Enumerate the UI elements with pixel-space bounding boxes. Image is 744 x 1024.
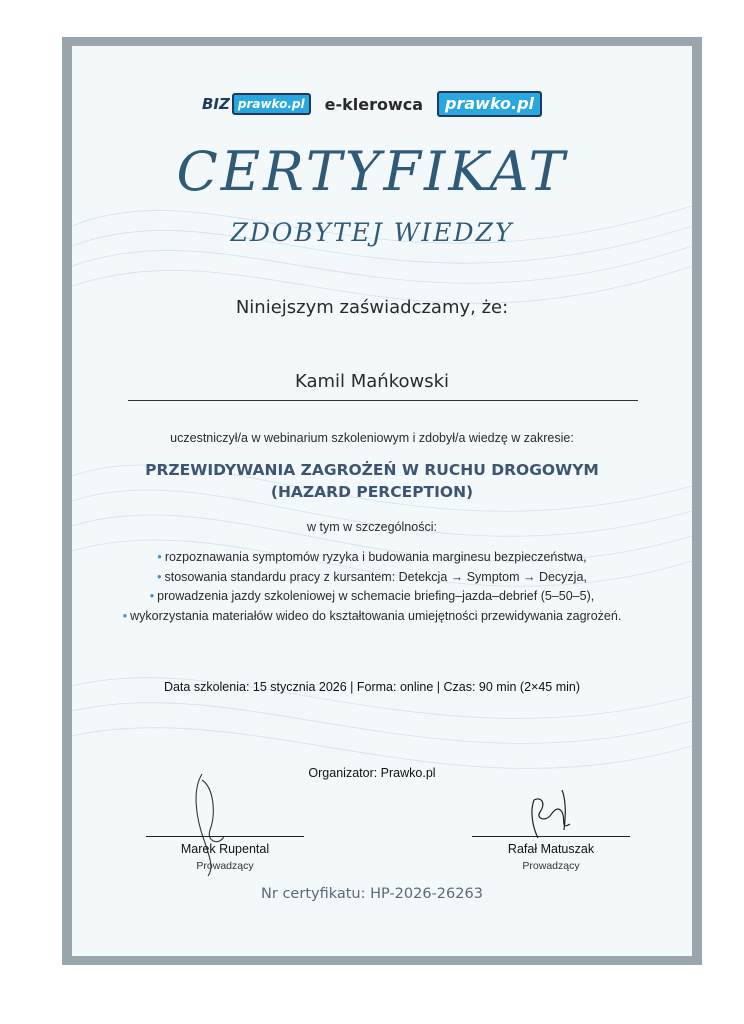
prawko-logo: prawko.pl	[437, 91, 542, 117]
biz-prawko-logo	[202, 93, 311, 115]
detail-intro-text: w tym w szczególności:	[307, 520, 437, 534]
bullet-icon: •	[157, 569, 162, 584]
biz-prawko-badge: prawko.pl	[232, 93, 311, 115]
e-klerowca-logo: e-klerowca	[324, 94, 424, 114]
certificate-title: CERTYFIKAT	[176, 140, 568, 203]
topic-line-2: (HAZARD PERCEPTION)	[270, 483, 474, 501]
signatory-name: Rafał Matuszak	[507, 842, 595, 856]
signature-line	[146, 836, 304, 837]
list-item: • wykorzystania materiałów wideo do kształtowania umiejętności przewidywania zagrożeń.	[122, 608, 622, 623]
recipient-underline	[128, 400, 638, 401]
signature-line	[472, 836, 630, 837]
list-item: • stosowania standardu pracy z kursantem: Detekcja → Symptom → Decyzja,	[157, 569, 587, 584]
training-details: Data szkolenia: 15 stycznia 2026 | Forma: online | Czas: 90 min (2×45 min)	[163, 680, 581, 694]
recipient-name: Kamil Mańkowski	[294, 371, 450, 392]
certificate-subtitle: ZDOBYTEJ WIEDZY	[230, 218, 514, 247]
bullet-icon: •	[149, 589, 155, 603]
statement-text: uczestniczył/a w webinarium szkoleniowym i zdobył/a wiedzę w zakresie:	[170, 431, 574, 445]
training-topic	[0, 459, 744, 503]
list-item: • prowadzenia jazdy szkoleniowej w schemacie briefing–jazda–debrief (5–50–5),	[149, 589, 595, 603]
intro-text: Niniejszym zaświadczamy, że:	[235, 297, 509, 318]
list-item: • rozpoznawania symptomów ryzyka i budowania marginesu bezpieczeństwa,	[157, 550, 587, 564]
certificate-number: Nr certyfikatu: HP-2026-26263	[261, 886, 483, 902]
signature-block-left	[140, 770, 310, 880]
biz-prefix: BIZ	[201, 95, 230, 113]
bullet-icon: •	[122, 608, 128, 623]
skills-list	[0, 548, 744, 626]
bullet-icon: •	[157, 550, 162, 564]
signatory-role: Prowadzący	[196, 860, 254, 872]
signatory-role: Prowadzący	[522, 860, 580, 872]
signatory-name: Marek Rupental	[180, 842, 270, 856]
organizer-text: Organizator: Prawko.pl	[308, 766, 436, 780]
signature-block-right	[466, 770, 636, 880]
partner-logos	[0, 91, 744, 117]
topic-line-1: PRZEWIDYWANIA ZAGROŻEŃ W RUCHU DROGOWYM	[145, 461, 599, 479]
